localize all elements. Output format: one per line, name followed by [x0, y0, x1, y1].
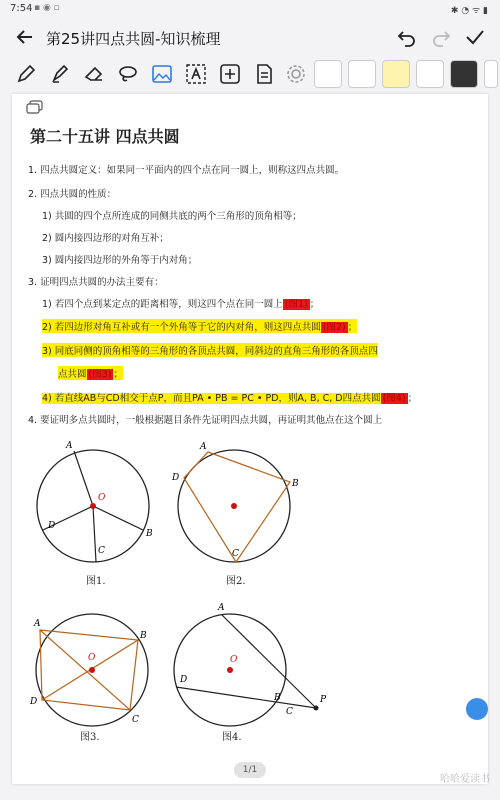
fig3-point-O: O: [88, 653, 96, 663]
item-3-1: 1) 若四个点到某定点的距离相等，则这四个点在同一圆上 (图1) ；: [42, 299, 320, 310]
figure-4: [160, 598, 330, 734]
ref-fig2: (图2): [322, 322, 346, 333]
image-icon[interactable]: [150, 62, 174, 86]
marker-icon[interactable]: [48, 62, 72, 86]
fig2-point-B: B: [292, 479, 299, 489]
item-1: 1. 四点共圆定义：如果同一平面内的四个点在同一圆上，则称这四点共圆。: [28, 165, 345, 176]
document-icon[interactable]: [252, 62, 276, 86]
item-2: 2. 四点共圆的性质：: [28, 189, 117, 200]
item-3-3-cont: 点共圆 (图3) ；: [58, 366, 123, 380]
tool-bar: [0, 56, 500, 92]
ref-fig1: (图1): [284, 299, 308, 310]
item-3-1-text: 1) 若四个点到某定点的距离相等，则这四个点在同一圆上: [42, 299, 283, 310]
fig4-point-D: D: [180, 675, 188, 685]
page-indicator: 1/1: [234, 762, 266, 778]
title-bar: [0, 18, 500, 56]
fig2-label: 图2.: [226, 576, 246, 587]
ref-fig3: (图3): [88, 369, 112, 380]
fig4-label: 图4.: [222, 732, 242, 743]
document-page: [12, 94, 488, 784]
fig1-point-C: C: [98, 546, 105, 556]
fig4-point-O: O: [230, 655, 238, 665]
redo-icon[interactable]: [430, 26, 452, 48]
document-title: 第二十五讲 四点共圆: [30, 127, 180, 146]
item-3-4: 4) 若直线AB与CD相交于点P，而且PA • PB = PC • PD，则A, B, C, D四点共圆 (图4) ；: [42, 393, 418, 404]
item-3-2: 2) 若四边形对角互补或有一个外角等于它的内对角，则这四点共圆 (图2) ；: [42, 319, 357, 333]
fig1-label: 图1.: [86, 576, 106, 587]
fig3-point-D: D: [30, 697, 38, 707]
lasso-icon[interactable]: [116, 62, 140, 86]
settings-gear-icon[interactable]: [284, 62, 308, 86]
figure-3: [26, 610, 160, 734]
confirm-check-icon[interactable]: [464, 26, 486, 48]
fig3-label: 图3.: [80, 732, 100, 743]
item-2-2: 2) 圆内接四边形的对角互补；: [42, 233, 169, 244]
add-icon[interactable]: [218, 62, 242, 86]
back-arrow-icon[interactable]: [14, 26, 36, 48]
fig3-point-B: B: [140, 631, 147, 641]
notification-icons: ▪ ◉ ▫: [34, 3, 60, 13]
fig4-point-P: P: [320, 695, 327, 705]
fig4-point-C: C: [286, 707, 293, 717]
fig1-point-B: B: [146, 529, 153, 539]
status-time: 7:54: [10, 3, 33, 14]
system-icons: ✱ ◔ ᯤ ▮: [450, 6, 488, 16]
status-bar: [0, 0, 500, 18]
figure-1: [28, 438, 158, 568]
page-title: 第25讲四点共圆-知识梳理: [46, 30, 221, 48]
item-3-4-text: 4) 若直线AB与CD相交于点P，而且PA • PB = PC • PD，则A, B, C, D四点共圆: [42, 393, 381, 404]
item-2-1: 1) 共圆的四个点所连成的同侧共底的两个三角形的顶角相等；: [42, 211, 302, 222]
fig3-point-C: C: [132, 715, 139, 725]
fig3-point-A: A: [34, 619, 41, 629]
fig1-point-A: A: [66, 441, 73, 451]
watermark: 哈哈爱读书: [440, 774, 490, 785]
sticker-thumbnail-5[interactable]: [450, 60, 478, 88]
sticker-thumbnail-6[interactable]: [484, 60, 498, 88]
fig2-point-A: A: [200, 442, 207, 452]
figure-2: [170, 438, 302, 568]
text-box-icon[interactable]: [184, 62, 208, 86]
sticker-thumbnail-2[interactable]: [348, 60, 376, 88]
sticker-thumbnail-3[interactable]: [382, 60, 410, 88]
item-4: 4. 要证明多点共圆时，一般根据题目条件先证明四点共圆，再证明其他点在这个圆上: [28, 415, 383, 426]
page-layers-icon[interactable]: [26, 100, 44, 114]
fig2-point-C: C: [232, 549, 239, 559]
pen-icon[interactable]: [14, 62, 38, 86]
floating-action-button[interactable]: [466, 698, 488, 720]
sticker-thumbnail-4[interactable]: [416, 60, 444, 88]
sticker-thumbnail-1[interactable]: [314, 60, 342, 88]
item-2-3: 3) 圆内接四边形的外角等于内对角；: [42, 255, 198, 266]
fig2-point-D: D: [172, 473, 180, 483]
item-3-3-cont-text: 点共圆: [58, 369, 87, 380]
undo-icon[interactable]: [396, 26, 418, 48]
ref-fig4: (图4): [382, 393, 406, 404]
fig1-point-D: D: [48, 521, 56, 531]
fig4-point-A: A: [218, 603, 225, 613]
fig1-point-O: O: [98, 493, 106, 503]
item-3-2-text: 2) 若四边形对角互补或有一个外角等于它的内对角，则这四点共圆: [42, 322, 321, 333]
item-3-3: 3) 同底同侧的顶角相等的三角形的各顶点共圆，同斜边的直角三角形的各顶点四: [42, 343, 378, 357]
eraser-icon[interactable]: [82, 62, 106, 86]
fig4-point-B: B: [274, 693, 281, 703]
item-3: 3. 证明四点共圆的办法主要有：: [28, 277, 164, 288]
